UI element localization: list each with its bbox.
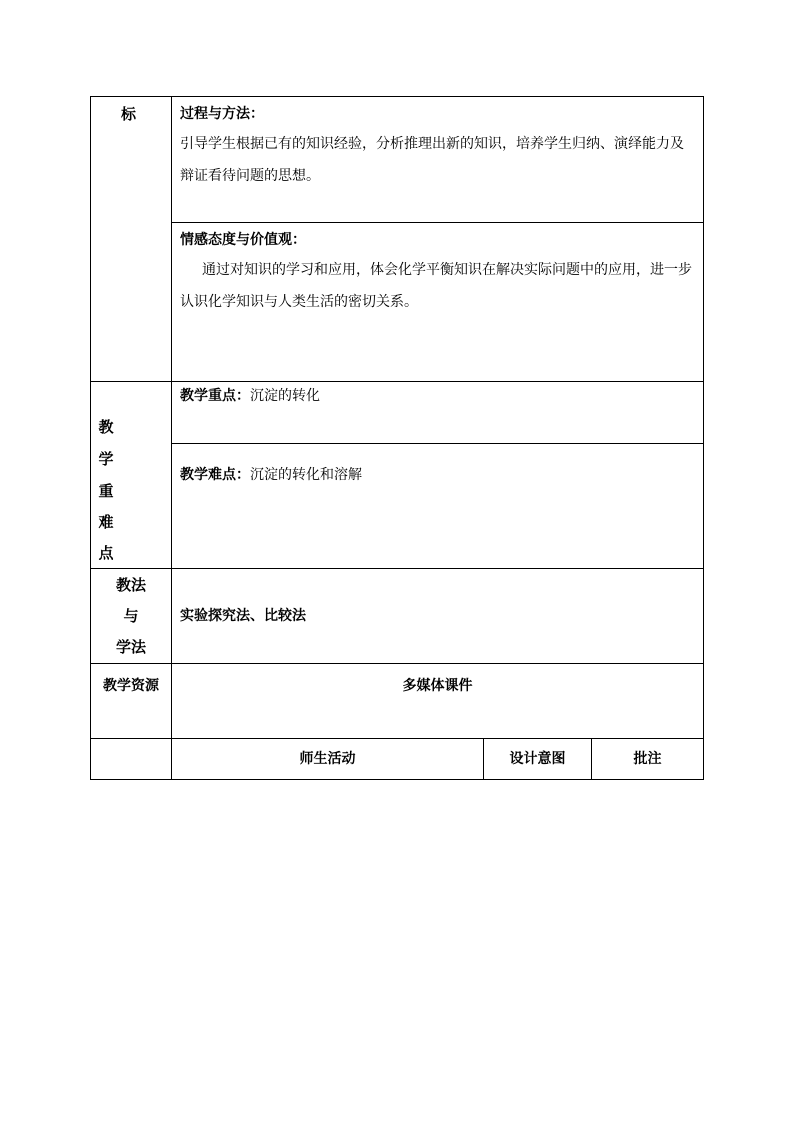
- divider-objectives-keypoints: [90, 381, 704, 382]
- teaching-difficulty-value: 沉淀的转化和溶解: [250, 467, 362, 483]
- table-border-right: [703, 96, 704, 780]
- divider-methods-resources: [90, 663, 704, 664]
- keypoints-label-char-5: 点: [98, 544, 114, 562]
- activity-header-teacher-student: 师生活动: [299, 751, 356, 767]
- teaching-difficulty-label: 教学难点：: [180, 467, 250, 483]
- keypoints-label-char-3: 重: [98, 482, 114, 500]
- emotion-value-text: 通过对知识的学习和应用，体会化学平衡知识在解决实际问题中的应用，进一步认识化学知识与人类生活的密切关系。: [180, 262, 692, 310]
- emotion-value-heading: 情感态度与价值观：: [180, 232, 306, 248]
- teaching-focus-label: 教学重点：: [180, 388, 250, 404]
- teaching-focus-value: 沉淀的转化: [250, 388, 320, 404]
- divider-process-emotion: [171, 222, 704, 223]
- table-border-top: [90, 96, 704, 97]
- table-border-bottom: [90, 779, 704, 780]
- resources-value: 多媒体课件: [402, 678, 473, 694]
- keypoints-label-char-4: 难: [98, 513, 114, 531]
- divider-keypoints-methods: [90, 568, 704, 569]
- divider-resources-activity: [90, 738, 704, 739]
- activity-header-design-intent: 设计意图: [509, 751, 566, 767]
- objectives-label: 标: [121, 105, 137, 123]
- methods-label-line-2: 与: [123, 607, 139, 625]
- resources-label: 教学资源: [103, 678, 159, 694]
- keypoints-label-char-2: 学: [98, 450, 114, 468]
- activity-header-annotation: 批注: [633, 751, 662, 767]
- teaching-focus: [180, 386, 320, 406]
- methods-label-line-3: 学法: [115, 638, 146, 656]
- methods-label-line-1: 教法: [115, 576, 146, 594]
- teaching-difficulty: [180, 465, 362, 485]
- process-method-heading: 过程与方法：: [180, 106, 264, 122]
- process-method-text: 引导学生根据已有的知识经验，分析推理出新的知识，培养学生归纳、演绎能力及辩证看待问题的思想。: [180, 136, 684, 184]
- keypoints-label-char-1: 教: [98, 418, 114, 436]
- divider-focus-difficulty: [171, 443, 704, 444]
- methods-value: 实验探究法、比较法: [180, 608, 306, 624]
